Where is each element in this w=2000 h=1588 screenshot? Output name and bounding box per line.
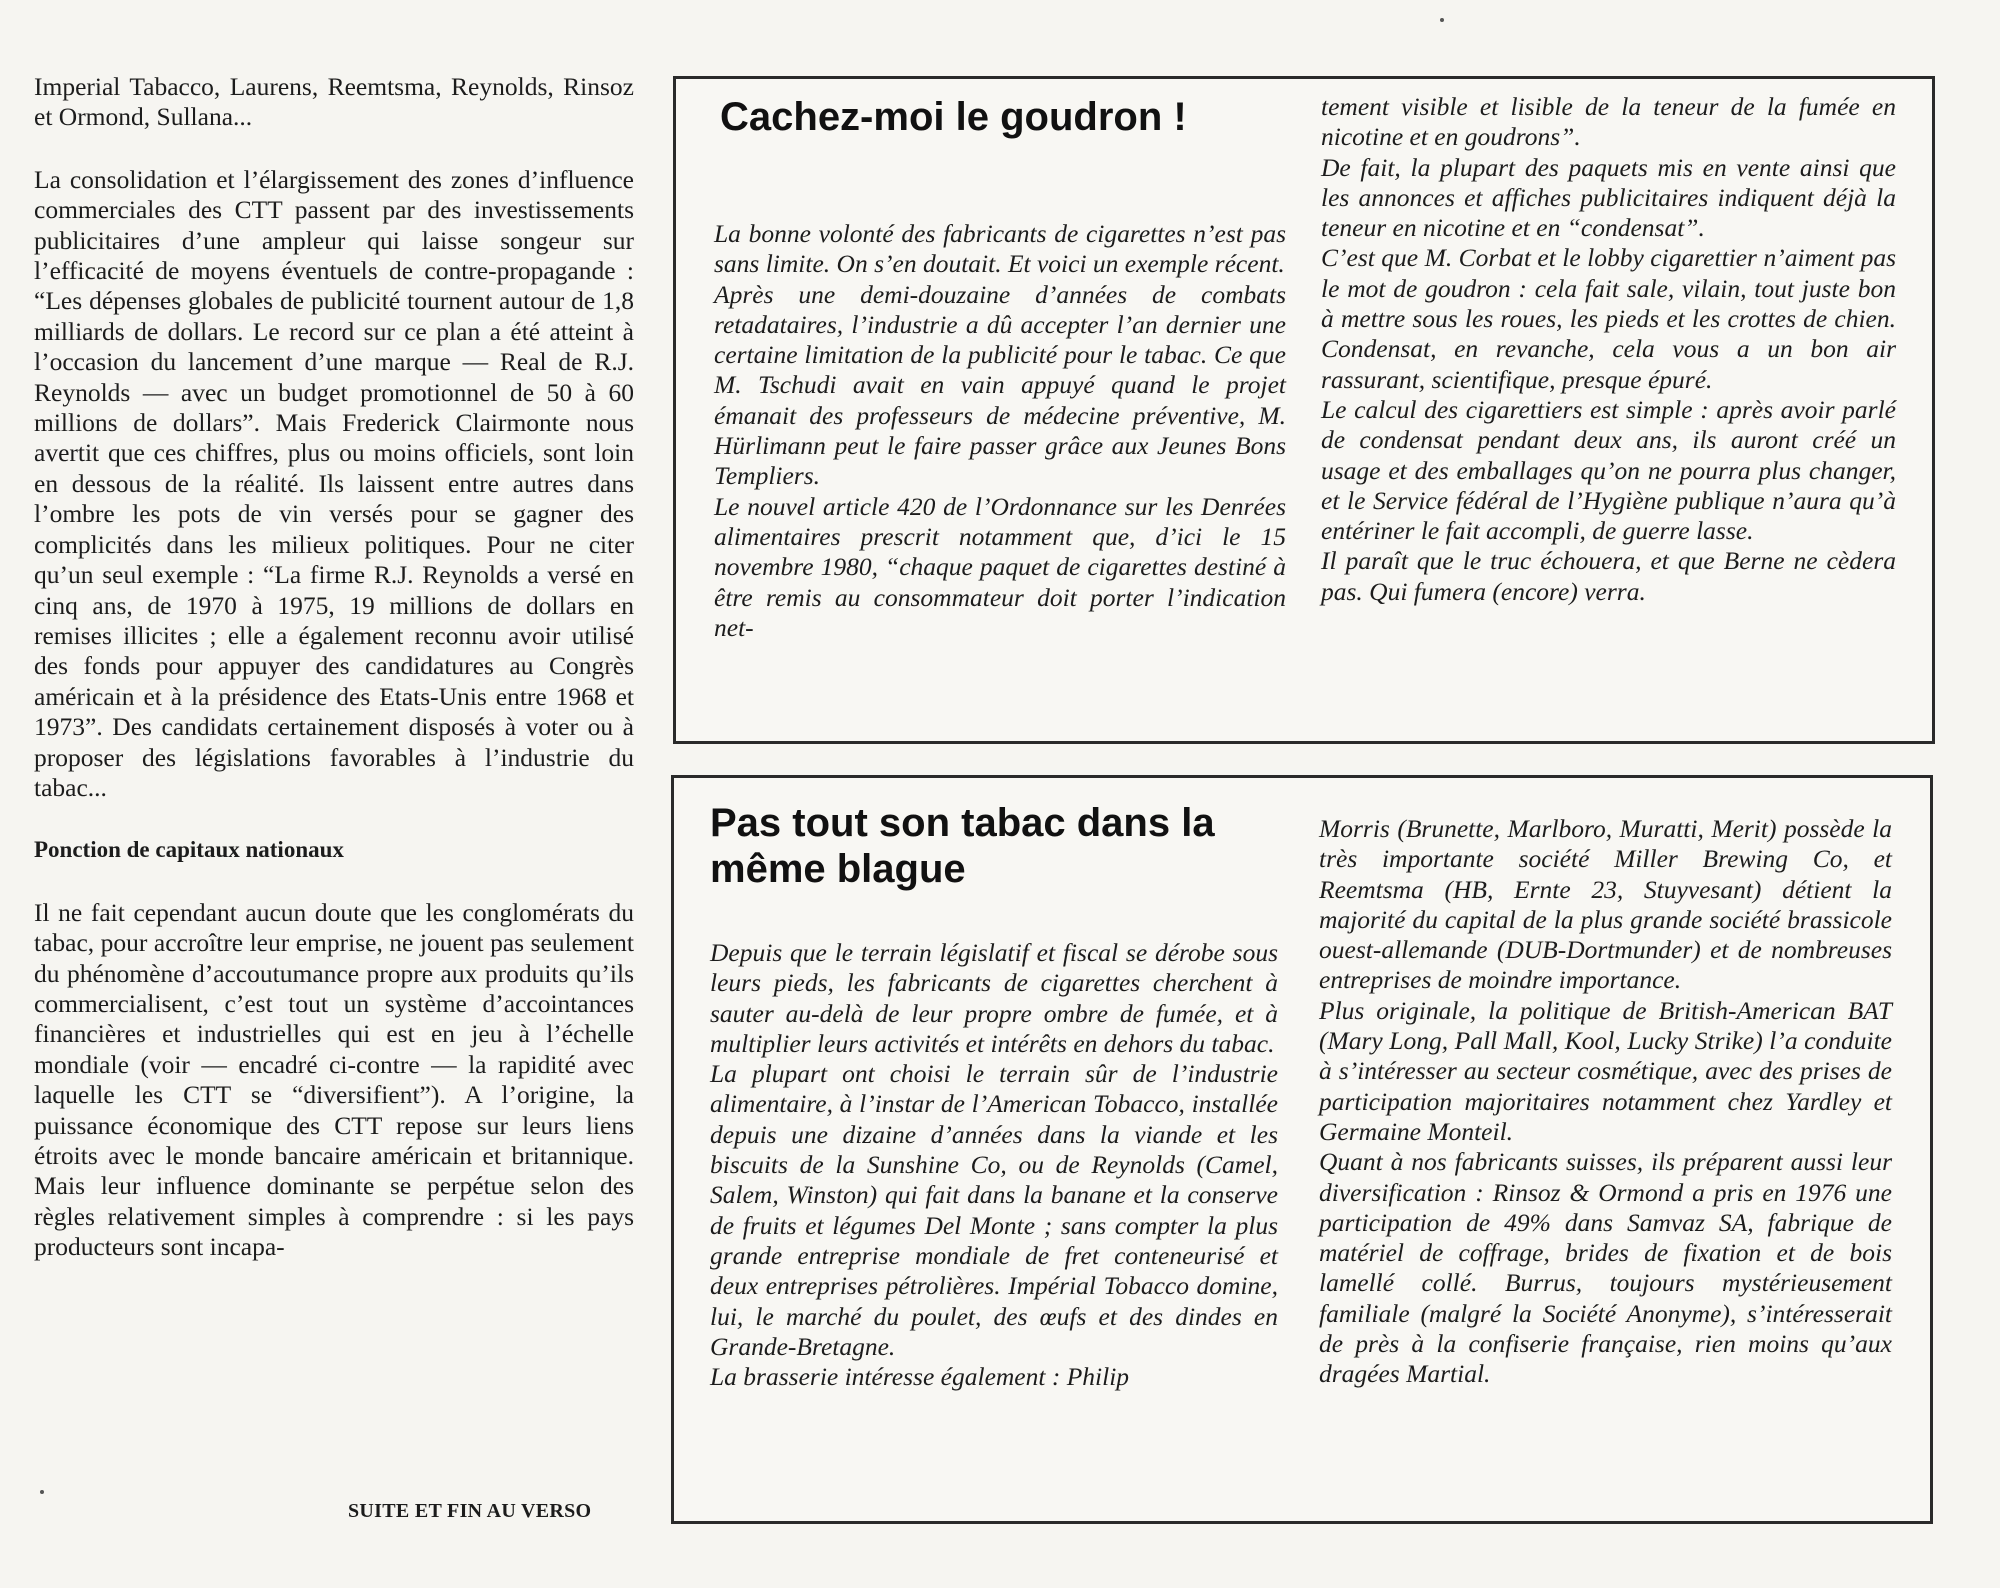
box-paragraph: Le calcul des cigarettiers est simple : après avoir parlé de condensat pendant deux ans, ils auront créé un usage et des emballages qu’on ne pourra plus changer, et le Service fédéral de l’Hygiène publique n’aura qu’à entériner le fait accompli, de guerre lasse. [1321, 394, 1896, 546]
box-column-left [714, 219, 1286, 643]
box-paragraph: Il paraît que le truc échouera, et que Berne ne cèdera pas. Qui fumera (encore) verra. [1321, 546, 1896, 606]
box-paragraph: C’est que M. Corbat et le lobby cigarettier n’aiment pas le mot de goudron : cela fait sale, vilain, tout juste bon à mettre sous les roues, les pieds et les crottes de chien. Condensat, en revanche, cela vous a un bon air rassurant, scientifique, presque épuré. [1321, 243, 1896, 394]
box-paragraph: tement visible et lisible de la teneur de la fumée en nicotine et en goudrons”. [1321, 92, 1896, 152]
box-paragraph: Morris (Brunette, Marlboro, Muratti, Merit) possède la très importante société Miller Brewing Co, et Reemtsma (HB, Ernte 23, Stuyvesant) détient la majorité du capital de la plus grande société brassicole ouest-allemande (DUB-Dortmunder) et de nombreuses entreprises de moindre importance. [1319, 814, 1892, 995]
paragraph-spacer [34, 133, 634, 165]
paragraph-conglomerates: Il ne fait cependant aucun doute que les conglomérats du tabac, pour accroître leur emprise, ne jouent pas seulement du phénomène d’accoutumance propre aux produits qu’ils commercialisent, c’est tout un système d’accointances financières et industrielles qui est en jeu à l’échelle mondiale (voir — encadré ci-contre — la rapidité avec laquelle les CTT se “diversifient”). A l’origine, la puissance économique des CTT repose sur leurs liens étroits avec le monde bancaire américain et britannique. Mais leur influence dominante se perpétue selon des règles relativement simples à comprendre : si les pays producteurs sont incapa- [34, 897, 634, 1262]
box-paragraph: Depuis que le terrain législatif et fiscal se dérobe sous leurs pieds, les fabricants de cigarettes cherchent à sauter au-delà de leur propre ombre de fumée, et à multiplier leurs activités et intérêts en dehors du tabac. [710, 938, 1278, 1058]
box-paragraph: Quant à nos fabricants suisses, ils préparent aussi leur diversification : Rinsoz & Ormond a pris en 1976 une participation de 49% dans Samvaz SA, fabrique de matériel de coffrage, brides de fixation et de bois lamellé collé. Burrus, toujours mystérieusement familiale (malgré la Société Anonyme), s’intéresserait de près à la confiserie française, rien moins qu’aux dragées Martial. [1319, 1147, 1892, 1389]
scan-speck [40, 1490, 44, 1494]
sidebar-box-diversification [671, 775, 1933, 1524]
box-paragraph: De fait, la plupart des paquets mis en vente ainsi que les annonces et affiches publicitaires indiquent déjà la teneur en nicotine et en “condensat”. [1321, 152, 1896, 243]
main-article-column [34, 72, 634, 1263]
box-column-left [710, 938, 1278, 1392]
paragraph-spacer [34, 803, 634, 835]
box-title: Pas tout son tabac dans la même blague [710, 801, 1215, 891]
scan-speck [1440, 18, 1444, 22]
box-column-right [1319, 814, 1892, 1390]
box-paragraph: La plupart ont choisi le terrain sûr de l’industrie alimentaire, à l’instar de l’American Tobacco, installée depuis une dizaine d’années dans la viande et les biscuits de la Sunshine Co, ou de Reynolds (Camel, Salem, Winston) qui fait dans la banane et la conserve de fruits et légumes Del Monte ; sans compter la plus grande entreprise mondiale de fret conteneurisé et deux entreprises pétrolières. Impérial Tobacco domine, lui, le marché du poulet, des œufs et des dindes en Grande-Bretagne. [710, 1059, 1278, 1361]
box-paragraph: La bonne volonté des fabricants de cigarettes n’est pas sans limite. On s’en doutait. Et voici un exemple récent. [714, 219, 1286, 279]
box-paragraph: Plus originale, la politique de British-American BAT (Mary Long, Pall Mall, Kool, Lucky Strike) l’a conduite à s’intéresser au secteur cosmétique, avec des prises de participation majoritaires notamment chez Yardley et Germaine Monteil. [1319, 995, 1892, 1146]
section-subheading: Ponction de capitaux nationaux [34, 837, 344, 863]
box-paragraph: Après une demi-douzaine d’années de combats retadataires, l’industrie a dû accepter l’an dernier une certaine limitation de la publicité pour le tabac. Ce que M. Tschudi avait en vain appuyé quand le projet émanait des professeurs de médecine préventive, M. Hürlimann peut le faire passer grâce aux Jeunes Bons Templiers. [714, 279, 1286, 491]
paragraph-spacer [34, 866, 634, 898]
box-paragraph: La brasserie intéresse également : Philip [710, 1362, 1130, 1392]
box-paragraph: Le nouvel article 420 de l’Ordonnance sur les Denrées alimentaires prescrit notamment que, d’ici le 15 novembre 1980, “chaque paquet de cigarettes destiné à être remis au consommateur doit porter l’indication net- [714, 491, 1286, 642]
box-column-right [1321, 92, 1896, 607]
paragraph-intro: Imperial Tabacco, Laurens, Reemtsma, Reynolds, Rinsoz et Ormond, Sullana... [34, 72, 634, 132]
paragraph-advertising: La consolidation et l’élargissement des zones d’influence commerciales des CTT passent par des investissements publicitaires d’une ampleur qui laisse songeur sur l’efficacité de moyens éventuels de contre-propagande : “Les dépenses globales de publicité tournent autour de 1,8 milliards de dollars. Le record sur ce plan a été atteint à l’occasion du lancement d’une marque — Real de R.J. Reynolds — avec un budget promotionnel de 50 à 60 millions de dollars”. Mais Frederick Clairmonte nous avertit que ces chiffres, plus ou moins officiels, sont loin en dessous de la réalité. Ils laissent entre autres dans l’ombre les pots de vin versés pour se gagner des complicités dans les milieux politiques. Pour ne citer qu’un seul exemple : “La firme R.J. Reynolds a versé en cinq ans, de 1970 à 1975, 19 millions de dollars en remises illicites ; elle a également reconnu avoir utilisé des fonds pour appuyer des candidatures au Congrès américain et à la présidence des Etats-Unis entre 1968 et 1973”. Des candidats certainement disposés à voter ou à proposer des législations favorables à l’industrie du tabac... [34, 164, 634, 802]
sidebar-box-goudron [673, 76, 1935, 744]
continued-label: SUITE ET FIN AU VERSO [348, 1500, 592, 1522]
box-title: Cachez-moi le goudron ! [720, 95, 1187, 139]
